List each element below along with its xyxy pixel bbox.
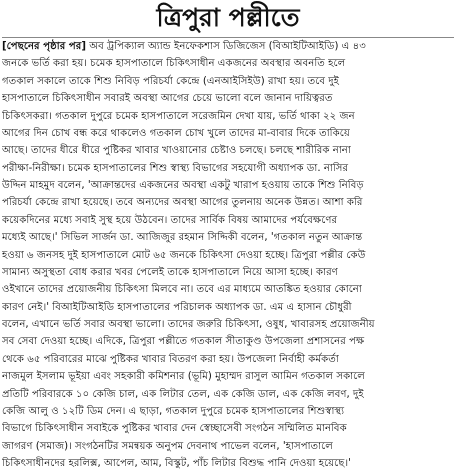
continuation-marker: [পেছনের পৃষ্ঠার পর] [2, 41, 87, 52]
article-line-14: সামান্য অসুস্থতা বোধ করার খবর পেলেই তাকে হাসপাতালে নিয়ে আসা হচ্ছে। কারণ [2, 266, 338, 278]
article-line-1-text: অব ট্রপিক্যাল অ্যান্ড ইনফেকশাস ডিজিজেস (বিআইটিআইডি) এ ৪৩ [86, 41, 366, 52]
article-line-7: আছে। তাদের ধীরে ধীরে পুষ্টিকর খাবার খাওয়ানোর চেষ্টাও চলছে। চলছে শারীরিক নানা [2, 145, 351, 157]
article-body [2, 38, 454, 472]
article-line-2: জনকে ভর্তি করা হয়। চমেক হাসপাতালে চিকিৎসাধীন একজনের অবস্থার অবনতি হলে [2, 58, 346, 70]
article-line-25: চিকিৎসাধীনদের হরলিক্স, আপেল, আম, বিস্কুট, পাঁচ লিটার বিশুদ্ধ পানি দেওয়া হয়েছে।' [2, 458, 351, 469]
article-line-6: আগের দিন চোখ বন্ধ করে থাকলেও গতকাল চোখ খুলে তাদের মা-বাবার দিকে তাকিয়ে [2, 127, 350, 139]
article-line-5: চিকিৎসকরা। গতকাল দুপুরে চমেক হাসপাতালে সরেজমিন দেখা যায়, ভর্তি থাকা ২২ জন [2, 110, 355, 122]
article-line-24: জাগরণ (সমাজ)। সংগঠনটির সমন্বয়ক অনুপম দেবনাথ পাভেল বলেন, 'হাসপাতালে [2, 440, 333, 452]
article-line-16: কারণ নেই।' বিআইটিআইডি হাসপাতালের পরিচালক অধ্যাপক ডা. এম এ হাসান চৌধুরী [2, 301, 352, 313]
article-line-11: কয়েকদিনের মধ্যে সবাই সুস্থ হয়ে উঠবেন। তাদের সার্বিক বিষয় আমাদের পর্যবেক্ষণের [2, 214, 338, 226]
article-line-23: বিভাগে চিকিৎসাধীন সবাইকে পুষ্টিকর খাবার দেন স্বেচ্ছাসেবী সংগঠন সম্মিলিত মানবিক [2, 423, 347, 435]
article-line-3: গতকাল সকালে তাকে শিশু নিবিড় পরিচর্যা কেন্দ্রে (এনআইসিইউ) রাখা হয়। তবে দুই [2, 75, 339, 87]
article-line-20: নাজমুল ইসলাম ভূইয়া এবং সহকারী কমিশনার (ভূমি) মুহাম্মদ রাসুল আমিন গতকাল সকালে [2, 371, 365, 383]
article-line-18: সব সেবা দেওয়া হচ্ছে। এদিকে, ত্রিপুরা পল্লীতে গতকাল সীতাকুণ্ড উপজেলা প্রশাসনের পক্ষ [2, 336, 365, 348]
article-line-19: থেকে ৬৫ পরিবারের মাঝে পুষ্টিকর খাবার বিতরণ করা হয়। উপজেলা নির্বাহী কর্মকর্তা [2, 353, 339, 365]
article-line-4: হাসপাতালে চিকিৎসাধীন সবারই অবস্থা আগের চেয়ে ভালো বলে জানান দায়িত্বরত [2, 93, 333, 105]
article-line-12: মধ্যেই আছে।' সিভিল সার্জন ডা. আজিজুর রহমান সিদ্দিকী বলেন, 'গতকাল নতুন আক্রান্ত [2, 232, 363, 244]
article-headline: ত্রিপুরা পল্লীতে [156, 3, 300, 32]
article-line-21: প্রতিটি পরিবারকে ১০ কেজি চাল, এক লিটার তেল, এক কেজি ডাল, এক কেজি লবণ, দুই [2, 388, 364, 400]
article-line-15: ওইখানে তাদের প্রয়োজনীয় চিকিৎসা মিলবে না। তবে এর মাধ্যমে আতঙ্কিত হওয়ার কোনো [2, 284, 362, 296]
article-line-17: বলেন, এখানে ভর্তি সবার অবস্থা ভালো। তাদের জরুরি চিকিৎসা, ওষুধ, খাবারসহ প্রয়োজনীয় [2, 319, 375, 330]
article-line-8: পরীক্ষা-নিরীক্ষা। চমেক হাসপাতালের শিশু স্বাস্থ্য বিভাগের সহযোগী অধ্যাপক ডা. নাসির [2, 162, 349, 174]
article-line-9: উদ্দিন মাহমুদ বলেন, 'আক্রান্তদের একজনের অবস্থা একটু খারাপ হওয়ায় তাকে শিশু নিবিড় [2, 180, 364, 191]
article-line-22: কেজি আলু ও ১২টি ডিম দেন। এ ছাড়া, গতকাল দুপুরে চমেক হাসপাতালের শিশুস্বাস্থ্য [2, 405, 345, 417]
article-line-1 [2, 38, 454, 55]
article-line-10: পরিচর্যা কেন্দ্রে রাখা হয়েছে। তবে অন্যদের অবস্থা আগের তুলনায় অনেক উন্নত। আশা করি [2, 197, 363, 209]
article-line-13: হওয়া ৬ জনসহ দুই হাসপাতালে মোট ৬৫ জনকে চিকিৎসা দেওয়া হচ্ছে। ত্রিপুরা পল্লীর কেউ [2, 249, 366, 261]
